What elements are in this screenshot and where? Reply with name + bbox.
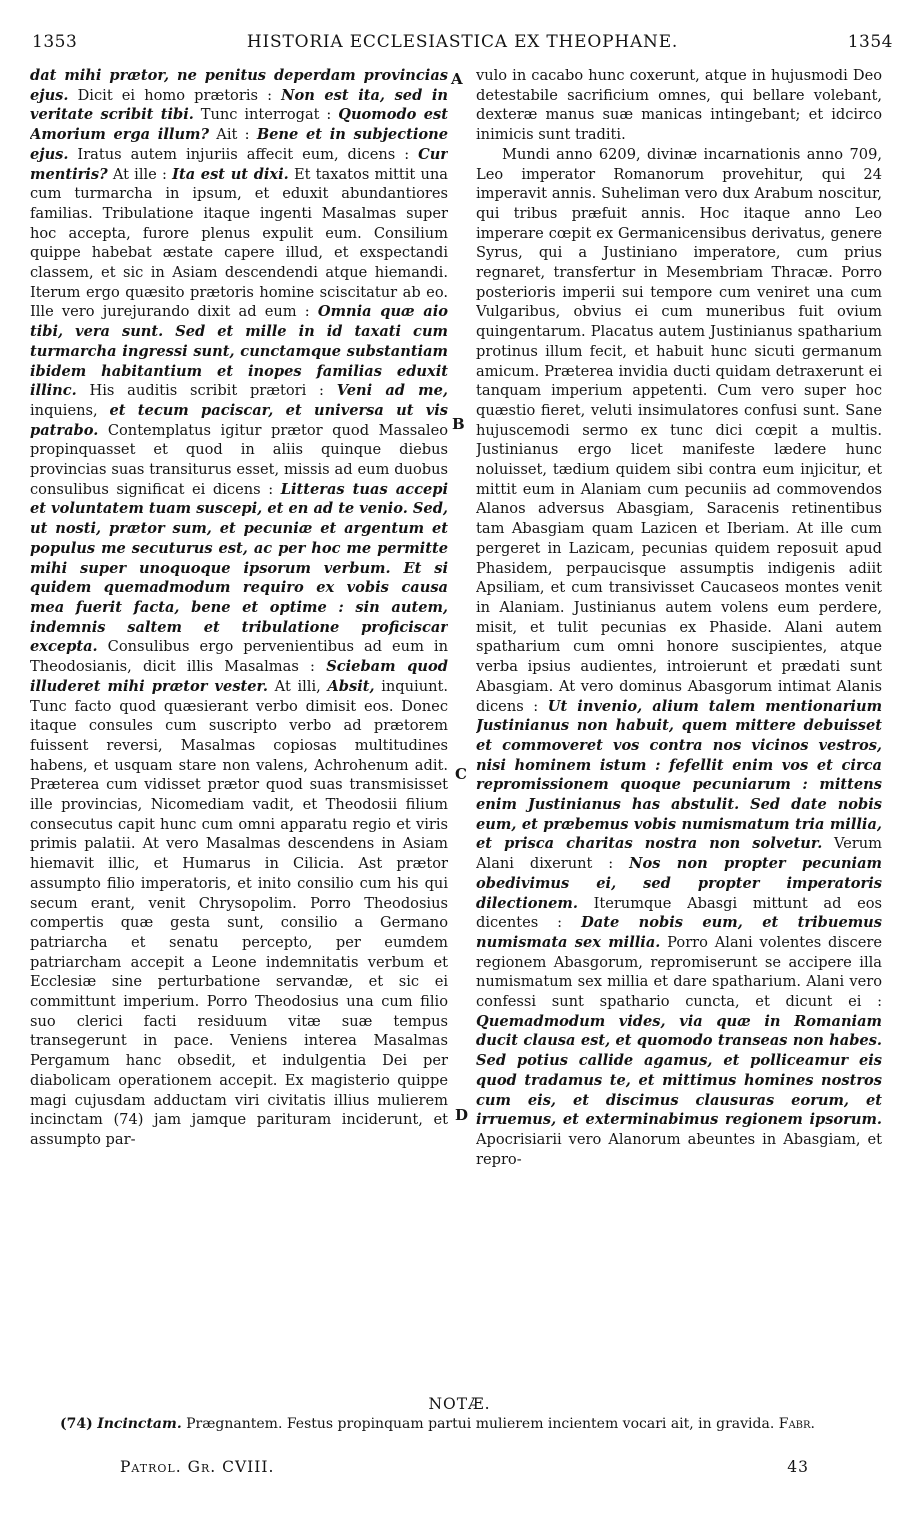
text-run: vulo in cacabo hunc coxerunt, atque in hujusmodi Deo detestabile sacrificium omnes, qui bellare volebant, dexteræ manus suæ manicas intingebant; et idcirco inimicis sunt traditi. <box>476 67 882 144</box>
italic-quote: Bene et in subjectione ejus. <box>30 126 448 163</box>
sheet-number: 43 <box>787 1458 809 1476</box>
page-number-right: 1354 <box>847 32 893 52</box>
italic-quote: Ut invenio, alium talem mentionarium Justinianus non habuit, quem mittere debuisset et commoveret vos contra nos vicinos vestros, nisi hominem istum : fefellit enim vos et circa repromissionem quoque pecuniarum : mittens enim Justinianus has abstulit. Sed date nobis eum, et præbemus vobis numismatum tria millia, et prisca charitas nostra non solvetur. <box>476 697 882 853</box>
series-signature: Patrol. Gr. CVIII. <box>120 1458 275 1476</box>
page-footer <box>120 1458 809 1480</box>
text-run: At illi, <box>268 677 328 695</box>
italic-quote: Quomodo est Amorium erga illum? <box>30 106 448 144</box>
text-run: inquiunt. Tunc facto quod quæsierant verbo dimisit eos. Donec itaque consules cum suscripto verbo ad prætorem fuissent reversi, Masalmas copiosas multitudines habens, et usquam stare non valens, Achrohenum adit. Præterea cum vidisset prætor quod suas transmisisset ille provincias, Nicomediam vadit, et Theodosii filium consecutus capit hunc cum omni apparatu regio et viris primis palatii. At vero Masalmas descendens in Asiam hiemavit illic, et Humarus in Cilicia. Ast prætor assumpto filio imperatoris, et inito consilio cum his qui secum erant, venit Chrysopolim. Porro Theodosius compertis quæ gesta sunt, consilio a Germano patriarcha et senatu percepto, per eumdem patriarcham accepit a Leone indemnitatis verbum et Ecclesiæ sine perturbatione servandæ, et sic ei committunt imperium. Porro Theodosius una cum filio suo clerici facti residuum vitæ suæ tempus transegerunt in pace. Veniens interea Masalmas Pergamum hanc obsedit, et indulgentia Dei per diabolicam operationem accepit. Ex magisterio quippe magi cujusdam adductam viri civitatis illius mulierem incinctam (74) jam jamque parituram inciderunt, et assumpto par- <box>30 677 448 1148</box>
text-run: His auditis scribit prætori : <box>76 382 337 400</box>
paragraph <box>476 145 882 1170</box>
text-run: Dicit ei homo prætoris : <box>68 86 282 104</box>
page-number-left: 1353 <box>32 32 78 52</box>
italic-quote: Cur mentiris? <box>30 145 448 183</box>
footnote-marker: (74) <box>60 1416 93 1432</box>
margin-letter-a: A <box>451 70 463 88</box>
text-run: Iratus autem injuriis affecit eum, dicens : <box>68 145 419 163</box>
italic-quote: Absit, <box>327 677 375 695</box>
text-run: Mundi anno 6209, divinæ incarnationis anno 709, Leo imperator Romanorum provehitur, qui 24 imperavit annis. Suheliman vero dux Arabum noscitur, qui tribus præfuit annis. Hoc itaque anno Leo imperare cœpit ex Germanicensibus derivatus, genere Syrus, qui a Justiniano imperatore, cum prius regnaret, transfertur in Mesembriam Thracæ. Porro posterioris imperii sui tempore cum veniret una cum Vulgaribus, obvius ei cum muneribus fuit ovium quingentarum. Placatus autem Justinianus spatharium protinus illum fecit, et habuit hunc sicuti germanum amicum. Præterea invidia ducti quidam detraxerunt ei tanquam imperium appetenti. Cum vero super hoc quæstio fieret, veluti insimulatores confusi sunt. Sane hujuscemodi sermo ex tunc dici cœpit a multis. Justinianus ergo licet manifeste lædere hunc noluisset, tædium quidem sibi contra eum injicitur, et mittit eum in Alaniam cum pecuniis ad commovendos Alanos adversus Abasgiam, Saracenis retinentibus tam Abasgiam quam Lazicen et Iberiam. At ille cum pergeret in Lazicam, pecunias quidem reposuit apud Phasidem, perpaucisque assumptis indigenis adiit Apsiliam, et cum transivisset Caucaseos montes venit in Alaniam. Justinianus autem volens eum perdere, misit, et tulit pecunias ex Phaside. Alani autem spatharium cum omni honore suscipientes, atque verba ipsius audientes, introierunt et prædati sunt Abasgiam. At vero dominus Abasgorum intimat Alanis dicens : <box>476 145 882 715</box>
text-run: Consulibus ergo pervenientibus ad eum in Theodosianis, dicit illis Masalmas : <box>30 638 448 676</box>
text-run: Et taxatos mittit una cum turmarcha in ipsum, et eduxit abundantiores familias. Tribulatione itaque ingenti Masalmas super hoc accepta, furore plenus expulit eum. Consilium quippe habebat æstate capere illud, et exspectandi classem, et sic in Asiam descendendi atque hiemandi. Iterum ergo quæsito prætoris homine sciscitatur ab eo. Ille vero jurejurando dixit ad eum : <box>30 165 448 321</box>
margin-letter-d: D <box>455 1106 469 1124</box>
text-run: Apocrisiarii vero Alanorum abeuntes in Abasgiam, et repro- <box>476 1130 882 1168</box>
italic-quote: dat mihi prætor, ne penitus deperdam provincias ejus. <box>30 67 448 104</box>
paragraph <box>30 66 448 1150</box>
italic-quote: Ita est ut dixi. <box>172 165 289 183</box>
margin-letter-c: C <box>455 765 467 783</box>
text-run: Verum Alani dixerunt : <box>476 835 882 873</box>
italic-quote: Litteras tuas accepi et voluntatem tuam suscepi, et en ad te venio. Sed, ut nosti, prætor sum, et pecuniæ et argentum et populus me secuturus est, ac per hoc me permitte mihi super unoquoque ipsorum verbum. Et si quidem quemadmodum requiro ex vobis causa mea fuerit facta, bene et optime : sin autem, indemnis saltem et tribulatione proficiscar excepta. <box>30 480 448 656</box>
running-title: HISTORIA ECCLESIASTICA EX THEOPHANE. <box>246 32 679 52</box>
text-run: inquiens, <box>30 401 110 419</box>
notes-heading: NOTÆ. <box>428 1395 491 1413</box>
footnote-term: Incinctam. <box>97 1416 182 1432</box>
paragraph <box>476 66 882 145</box>
italic-quote: Date nobis eum, et tribuemus numismata sex millia. <box>476 914 882 951</box>
margin-letter-b: B <box>452 415 465 433</box>
footnote-text: Prægnantem. Festus propinquam partui mulierem incientem vocari ait, in gravida. <box>181 1416 775 1432</box>
left-column <box>30 66 448 1394</box>
italic-quote: Quemadmodum vides, via quæ in Romaniam ducit clausa est, et quomodo transeas non habes. Sed potius callide agamus, et polliceamur eis quod tradamus te, et mittimus homines nostros cum eis, et discimus clausuras eorum, et irruemus, et exterminabimus regionem ipsorum. <box>476 1012 882 1129</box>
italic-quote: Omnia quæ aio tibi, vera sunt. Sed et mille in id taxati cum turmarcha ingressi sunt, cunctamque substantiam ibidem habitantium et inopes familias eduxit illinc. <box>30 303 448 400</box>
running-header <box>26 32 899 58</box>
italic-quote: Veni ad me, <box>336 382 448 400</box>
italic-quote: et tecum paciscar, et universa ut vis patrabo. <box>30 401 448 439</box>
right-column <box>476 66 882 1394</box>
footnote-74 <box>60 1416 884 1433</box>
italic-quote: Nos non propter pecuniam obedivimus ei, sed propter imperatoris dilectionem. <box>476 855 882 912</box>
italic-quote: Sciebam quod illuderet mihi prætor vester. <box>30 658 448 695</box>
footnote-author: Fabr. <box>778 1416 815 1432</box>
text-run: Contemplatus igitur prætor quod Massaleo propinquasset et quod in aliis quinque diebus provincias suas transiturus esset, missis ad eum duobus consulibus significat ei dicens : <box>30 421 448 498</box>
text-run: Tunc interrogat : <box>193 106 339 124</box>
italic-quote: Non est ita, sed in veritate scribit tibi. <box>30 86 448 124</box>
text-run: At ille : <box>107 165 173 183</box>
text-run: Porro Alani volentes discere regionem Abasgorum, repromiserunt se accipere illa numismatum sex millia et dare spatharium. Alani vero confessi sunt spathario cuncta, et dicunt ei : <box>476 933 882 1011</box>
text-run: Iterumque Abasgi mittunt ad eos dicentes : <box>476 894 882 932</box>
text-run: Ait : <box>209 126 257 144</box>
